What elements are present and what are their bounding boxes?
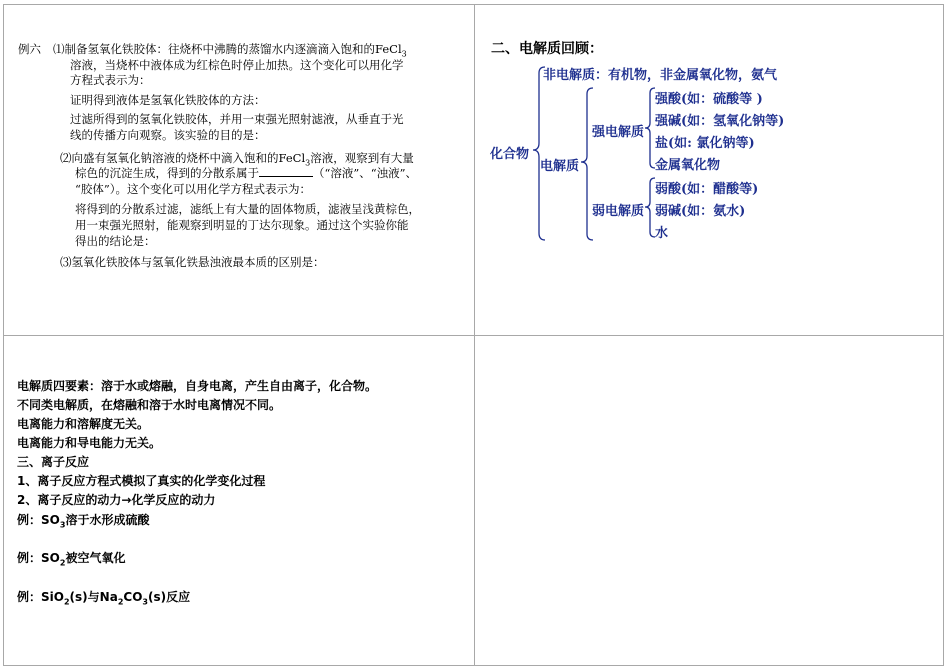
tree-non-electrolyte: 非电解质：有机物，非金属氧化物，氨气 bbox=[543, 68, 778, 83]
tree-weak-item: 弱碱(如：氨水) bbox=[655, 204, 746, 219]
section-title-ionic-reaction: 三、离子反应 bbox=[17, 455, 90, 469]
note-line: 不同类电解质，在熔融和溶于水时电离情况不同。 bbox=[17, 398, 282, 412]
tree-strong-item: 盐(如: 氯化钠等) bbox=[655, 136, 755, 151]
example-p2-line5: 用一束强光照射，能观察到明显的丁达尔现象。通过这个实验你能 bbox=[75, 218, 409, 232]
tree-strong-item: 强酸(如：硫酸等 ) bbox=[655, 92, 763, 107]
example-p1-line4: 证明得到液体是氢氧化铁胶体的方法： bbox=[70, 93, 266, 107]
example-p1-line3: 方程式表示为： bbox=[70, 73, 151, 87]
example-p2-line4: 将得到的分散系过滤，滤纸上有大量的固体物质，滤液呈浅黄棕色， bbox=[75, 202, 420, 216]
tree-strong-electrolyte: 强电解质 bbox=[592, 125, 645, 140]
tree-electrolyte: 电解质 bbox=[540, 159, 580, 174]
tree-weak-item: 水 bbox=[655, 226, 669, 241]
section-title-review: 二、电解质回顾： bbox=[491, 41, 603, 57]
tree-root: 化合物 bbox=[490, 147, 530, 162]
tree-weak-electrolyte: 弱电解质 bbox=[592, 204, 645, 219]
tree-strong-item: 强碱(如：氢氧化钠等) bbox=[655, 114, 785, 129]
example-p2-line3: “胶体”）。这个变化可以用化学方程式表示为： bbox=[75, 182, 312, 196]
example-p2-line1: ⑵向盛有氢氧化钠溶液的烧杯中滴入饱和的FeCl$_3$溶液，观察到有大量 bbox=[60, 151, 414, 168]
note-line: 电离能力和溶解度无关。 bbox=[17, 417, 150, 431]
tree-strong-item: 金属氧化物 bbox=[655, 158, 721, 173]
example-p1-line2: 溶液，当烧杯中液体成为红棕色时停止加热。这个变化可以用化学 bbox=[70, 58, 404, 72]
example-p1-line1: ⑴制备氢氧化铁胶体：往烧杯中沸腾的蒸馏水内逐滴滴入饱和的FeCl$_3$ bbox=[53, 42, 407, 59]
example-so3: 例：$SO_3$溶于水形成硫酸 bbox=[17, 513, 150, 530]
note-line: 电离能力和导电能力无关。 bbox=[17, 436, 162, 450]
brace-compound bbox=[533, 67, 545, 240]
example-p2-line2: 棕色的沉淀生成，得到的分散系属于 （“溶液”、“浊液”、 bbox=[75, 166, 418, 180]
example-so2: 例：$SO_2$被空气氧化 bbox=[17, 551, 126, 568]
note-line: 1、离子反应方程式模拟了真实的化学变化过程 bbox=[17, 474, 266, 488]
example-label: 例六 bbox=[18, 42, 41, 56]
brace-strong bbox=[645, 88, 655, 168]
example-p1-line5: 过滤所得到的氢氧化铁胶体，并用一束强光照射滤液，从垂直于光 bbox=[70, 112, 404, 126]
tree-weak-item: 弱酸(如：醋酸等) bbox=[655, 182, 759, 197]
example-sio2: 例：SiO$_2$(s)与$Na_2CO_3(s)$反应 bbox=[17, 590, 191, 607]
brace-weak bbox=[645, 178, 655, 237]
example-p1-line6: 线的传播方向观察。该实验的目的是： bbox=[70, 128, 266, 142]
note-line: 2、离子反应的动力→化学反应的动力 bbox=[17, 493, 216, 507]
note-line: 电解质四要素：溶于水或熔融，自身电离，产生自由离子，化合物。 bbox=[17, 379, 378, 393]
example-p2-line6: 得出的结论是： bbox=[75, 234, 156, 248]
example-p3: ⑶氢氧化铁胶体与氢氧化铁悬浊液最本质的区别是： bbox=[60, 255, 325, 269]
